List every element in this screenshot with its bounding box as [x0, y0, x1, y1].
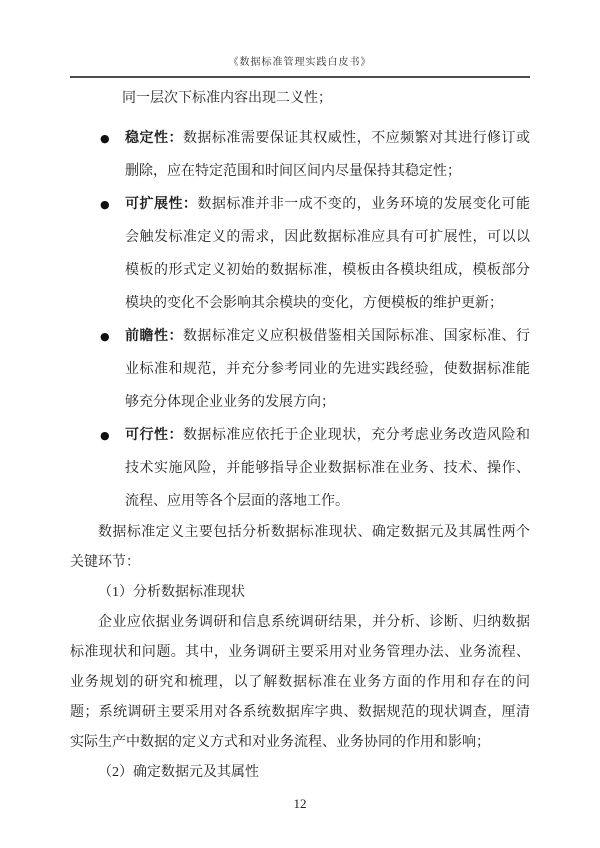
bullet-term: 前瞻性：	[125, 329, 183, 344]
bullet-icon: ●	[100, 198, 110, 211]
bullet-icon: ●	[100, 132, 110, 145]
paragraph-overview: 数据标准定义主要包括分析数据标准现状、确定数据元及其属性两个关键环节：	[70, 525, 530, 570]
bullet-term: 可行性：	[125, 428, 183, 443]
bullet-item	[70, 419, 530, 518]
bullet-list	[70, 122, 530, 518]
bullet-item	[70, 320, 530, 419]
bullet-icon: ●	[100, 429, 110, 442]
paragraph-analysis: 企业应依据业务调研和信息系统调研结果，并分析、诊断、归纳数据标准现状和问题。其中，业务调研主要采用对业务管理办法、业务流程、业务规划的研究和梳理，以了解数据标准在业务方面的作用和存在的问题；系统调研主要采用对各系统数据库字典、数据规范的现状调查，厘清实际生产中数据的定义方式和对业务流程、业务协同的作用和影响；	[70, 615, 530, 750]
bullet-text: 数据标准需要保证其权威性，不应频繁对其进行修订或删除，应在特定范围和时间区间内尽量保持其稳定性；	[125, 131, 531, 179]
header-title: 《数据标准管理实践白皮书》	[228, 57, 372, 68]
bullet-term: 可扩展性：	[125, 197, 198, 212]
bullet-icon: ●	[100, 330, 110, 343]
step-line-2: （2）确定数据元及其属性	[98, 765, 259, 780]
bullet-text: 数据标准并非一成不变的，业务环境的发展变化可能会触发标准定义的需求，因此数据标准应具有可扩展性，可以以模板的形式定义初始的数据标准，模板由各模块组成，模板部分模块的变化不会影响其余模块的变化，方便模板的维护更新；	[125, 197, 531, 311]
page-footer	[0, 795, 600, 813]
page-header	[70, 0, 530, 78]
bullet-text: 数据标准定义应积极借鉴相关国际标准、国家标准、行业标准和规范，并充分参考同业的先进实践经验，使数据标准能够充分体现企业业务的发展方向；	[125, 329, 531, 410]
bullet-item	[70, 122, 530, 188]
bullet-term: 稳定性：	[125, 131, 183, 146]
paragraph-continuation: 同一层次下标准内容出现二义性；	[122, 91, 332, 106]
bullet-item	[70, 188, 530, 320]
header-rule	[70, 76, 530, 78]
page-body	[70, 82, 530, 788]
step-line-1: （1）分析数据标准现状	[98, 585, 245, 600]
bullet-text: 数据标准应依托于企业现状，充分考虑业务改造风险和技术实施风险，并能够指导企业数据标准在业务、技术、操作、流程、应用等各个层面的落地工作。	[125, 428, 531, 509]
page-number: 12	[293, 796, 307, 811]
